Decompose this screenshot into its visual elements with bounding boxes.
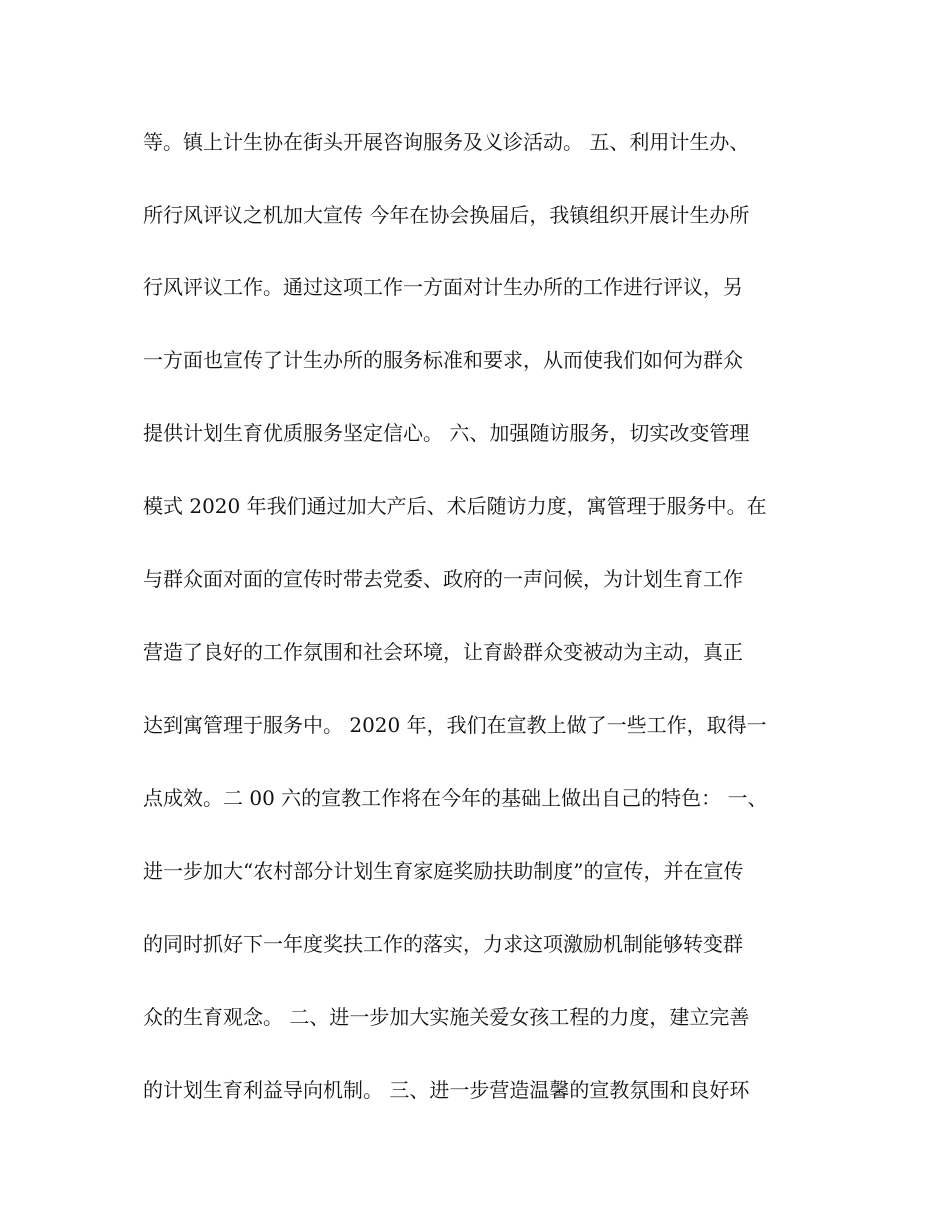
text-line: 与群众面对面的宣传时带去党委、政府的一声问候，为计划生育工作 <box>143 567 743 591</box>
text-line: 行风评议工作。通过这项工作一方面对计生办所的工作进行评议，另 <box>143 275 743 299</box>
text-line: 点成效。二 00 六的宣教工作将在今年的基础上做出自己的特色： 一、 <box>143 786 768 810</box>
text-line: 所行风评议之机加大宣传 今年在协会换届后，我镇组织开展计生办所 <box>143 203 750 227</box>
text-line: 提供计划生育优质服务坚定信心。 六、加强随访服务，切实改变管理 <box>143 421 750 445</box>
text-line: 达到寓管理于服务中。 2020 年，我们在宣教上做了一些工作，取得一 <box>143 713 767 737</box>
text-line: 营造了良好的工作氛围和社会环境，让育龄群众变被动为主动，真正 <box>143 640 743 664</box>
text-line: 等。镇上计生协在街头开展咨询服务及义诊活动。 五、利用计生办、 <box>143 130 750 154</box>
text-line: 的同时抓好下一年度奖扶工作的落实，力求这项激励机制能够转变群 <box>143 932 743 956</box>
text-line: 进一步加大“农村部分计划生育家庭奖励扶助制度”的宣传，并在宣传 <box>143 859 744 883</box>
text-line: 模式 2020 年我们通过加大产后、术后随访力度，寓管理于服务中。在 <box>143 494 767 518</box>
text-line: 一方面也宣传了计生办所的服务标准和要求，从而使我们如何为群众 <box>143 348 743 372</box>
text-line: 众的生育观念。 二、进一步加大实施关爱女孩工程的力度，建立完善 <box>143 1005 750 1029</box>
text-line: 的计划生育利益导向机制。 三、进一步营造温馨的宣教氛围和良好环 <box>143 1078 750 1102</box>
